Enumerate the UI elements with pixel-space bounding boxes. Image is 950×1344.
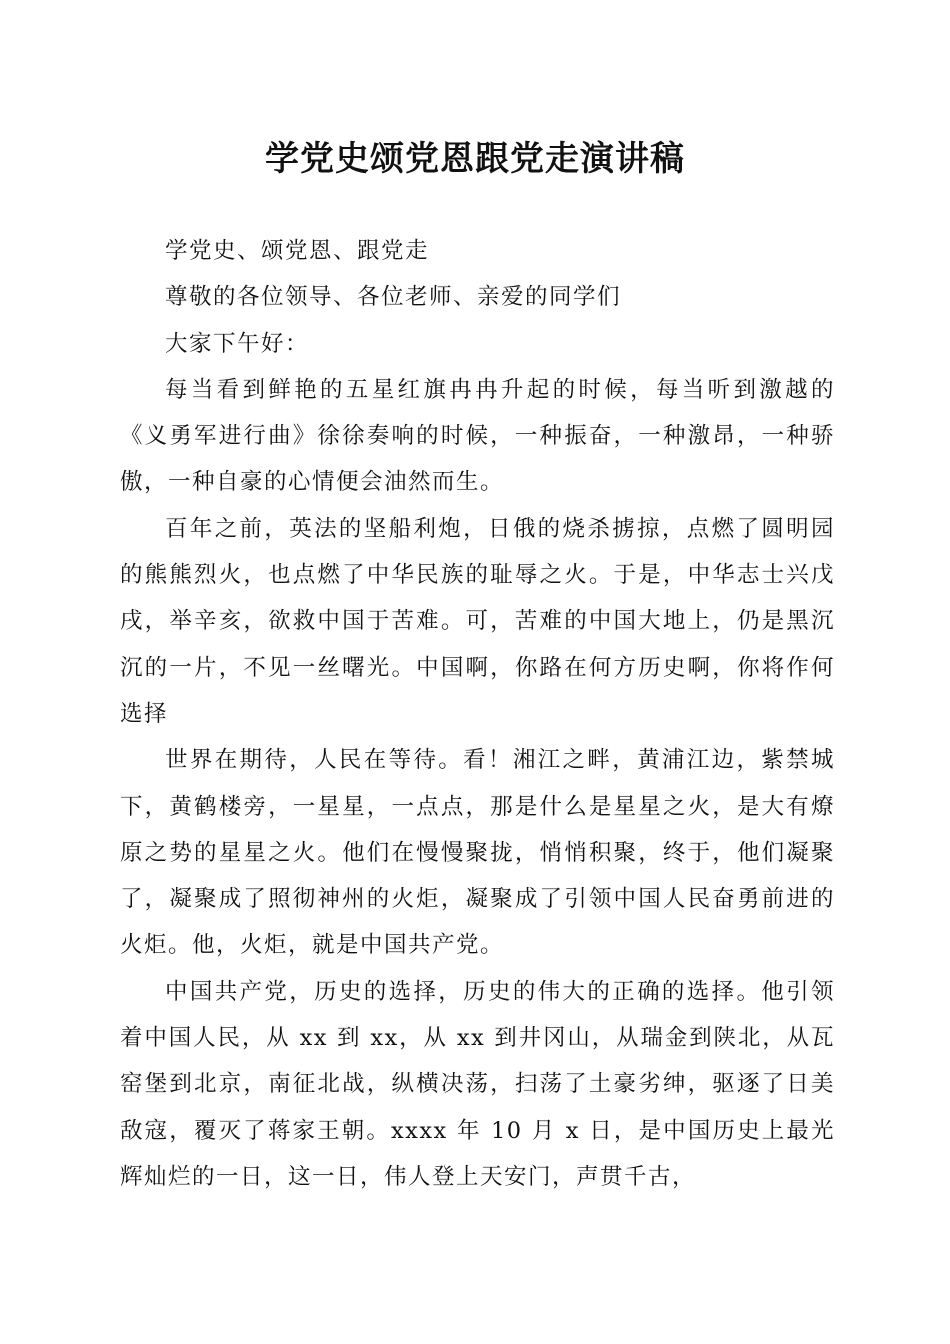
- document-body: [120, 228, 835, 1200]
- paragraph-greeting: 大家下午好：: [165, 330, 310, 357]
- paragraph-4: 中国共产党，历史的选择，历史的伟大的正确的选择。他引领着中国人民，从 xx 到 xx，从 xx 到井冈山，从瑞金到陕北，从瓦窑堡到北京，南征北战，纵横决荡，扫荡了土豪劣绅，驱逐了日美敌寇，覆灭了蒋家王朝。xxxx 年 10 月 x 日，是中国历史上最光辉灿烂的一日，这一日，伟人登上天安门，声贯千古，: [120, 978, 835, 1190]
- document-title: 学党史颂党恩跟党走演讲稿: [265, 139, 685, 179]
- paragraph-3: 世界在期待，人民在等待。看！湘江之畔，黄浦江边，紫禁城下，黄鹤楼旁，一星星，一点点，那是什么是星星之火，是大有燎原之势的星星之火。他们在慢慢聚拢，悄悄积聚，终于，他们凝聚了，凝聚成了照彻神州的火炬，凝聚成了引领中国人民奋勇前进的火炬。他，火炬，就是中国共产党。: [120, 747, 835, 959]
- paragraph-2: 百年之前，英法的坚船利炮，日俄的烧杀掳掠，点燃了圆明园的熊熊烈火，也点燃了中华民族的耻辱之火。于是，中华志士兴戊戌，举辛亥，欲救中国于苦难。可，苦难的中国大地上，仍是黑沉沉的一片，不见一丝曙光。中国啊，你路在何方历史啊，你将作何选择: [120, 515, 835, 727]
- paragraph-salutation: 尊敬的各位领导、各位老师、亲爱的同学们: [165, 284, 622, 311]
- paragraph-subtitle: 学党史、颂党恩、跟党走: [165, 238, 430, 264]
- paragraph-1: 每当看到鲜艳的五星红旗冉冉升起的时候，每当听到激越的《义勇军进行曲》徐徐奏响的时候，一种振奋，一种激昂，一种骄傲，一种自豪的心情便会油然而生。: [120, 376, 835, 496]
